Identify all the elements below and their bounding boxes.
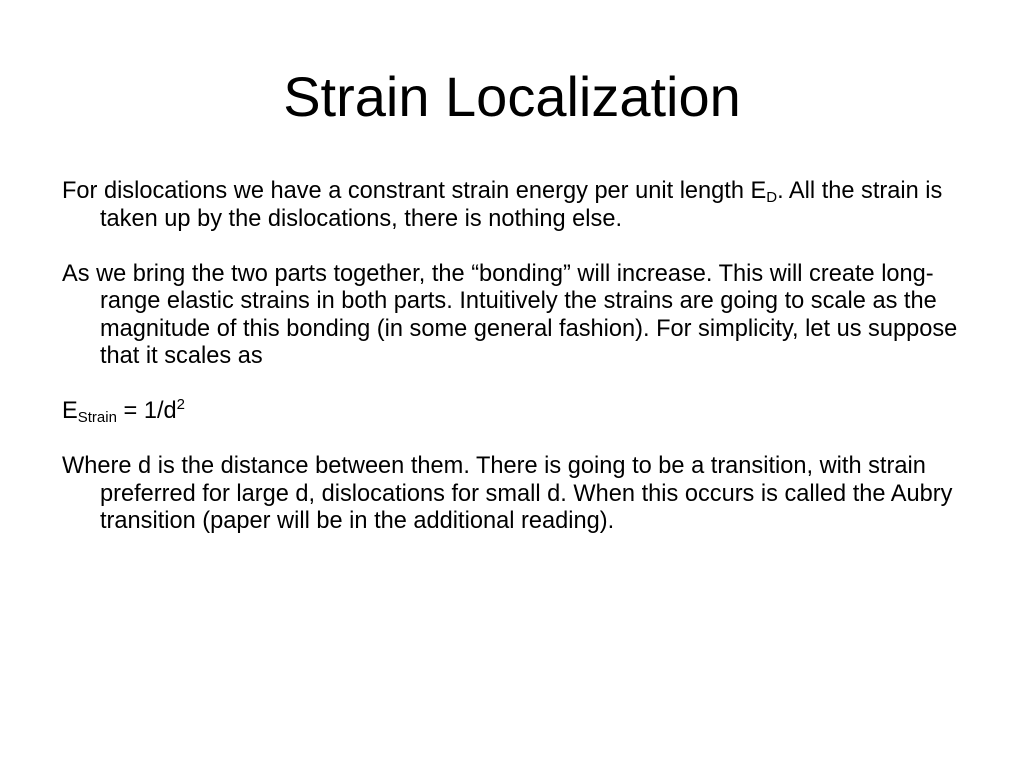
equation-middle: = 1/d [116,398,177,424]
subscript-strain: Strain [77,409,117,426]
superscript-exponent: 2 [176,396,185,413]
paragraph-1-text-end: . All the strain is taken up by the dislocations, there is nothing else. [100,178,943,232]
equation-base: E [62,398,78,424]
slide-body [62,178,982,563]
paragraph-dislocation-energy [62,178,982,233]
paragraph-bonding: As we bring the two parts together, the “bonding” will increase. This will create long-range elastic strains in both parts. Intuitively the strains are going to scale as the magnitude of this bonding (in some general fashion). For simplicity, let us suppose that it scales as [62,260,958,369]
equation-strain-energy [62,398,982,426]
subscript-d: D [766,189,778,206]
slide-title: Strain Localization [283,65,741,128]
paragraph-aubry-transition: Where d is the distance between them. There is going to be a transition, with strain preferred for large d, dislocations for small d. When this occurs is called the Aubry transition (paper will be in the additional reading). [62,453,953,534]
paragraph-1-text: For dislocations we have a constrant strain energy per unit length E [62,178,767,204]
